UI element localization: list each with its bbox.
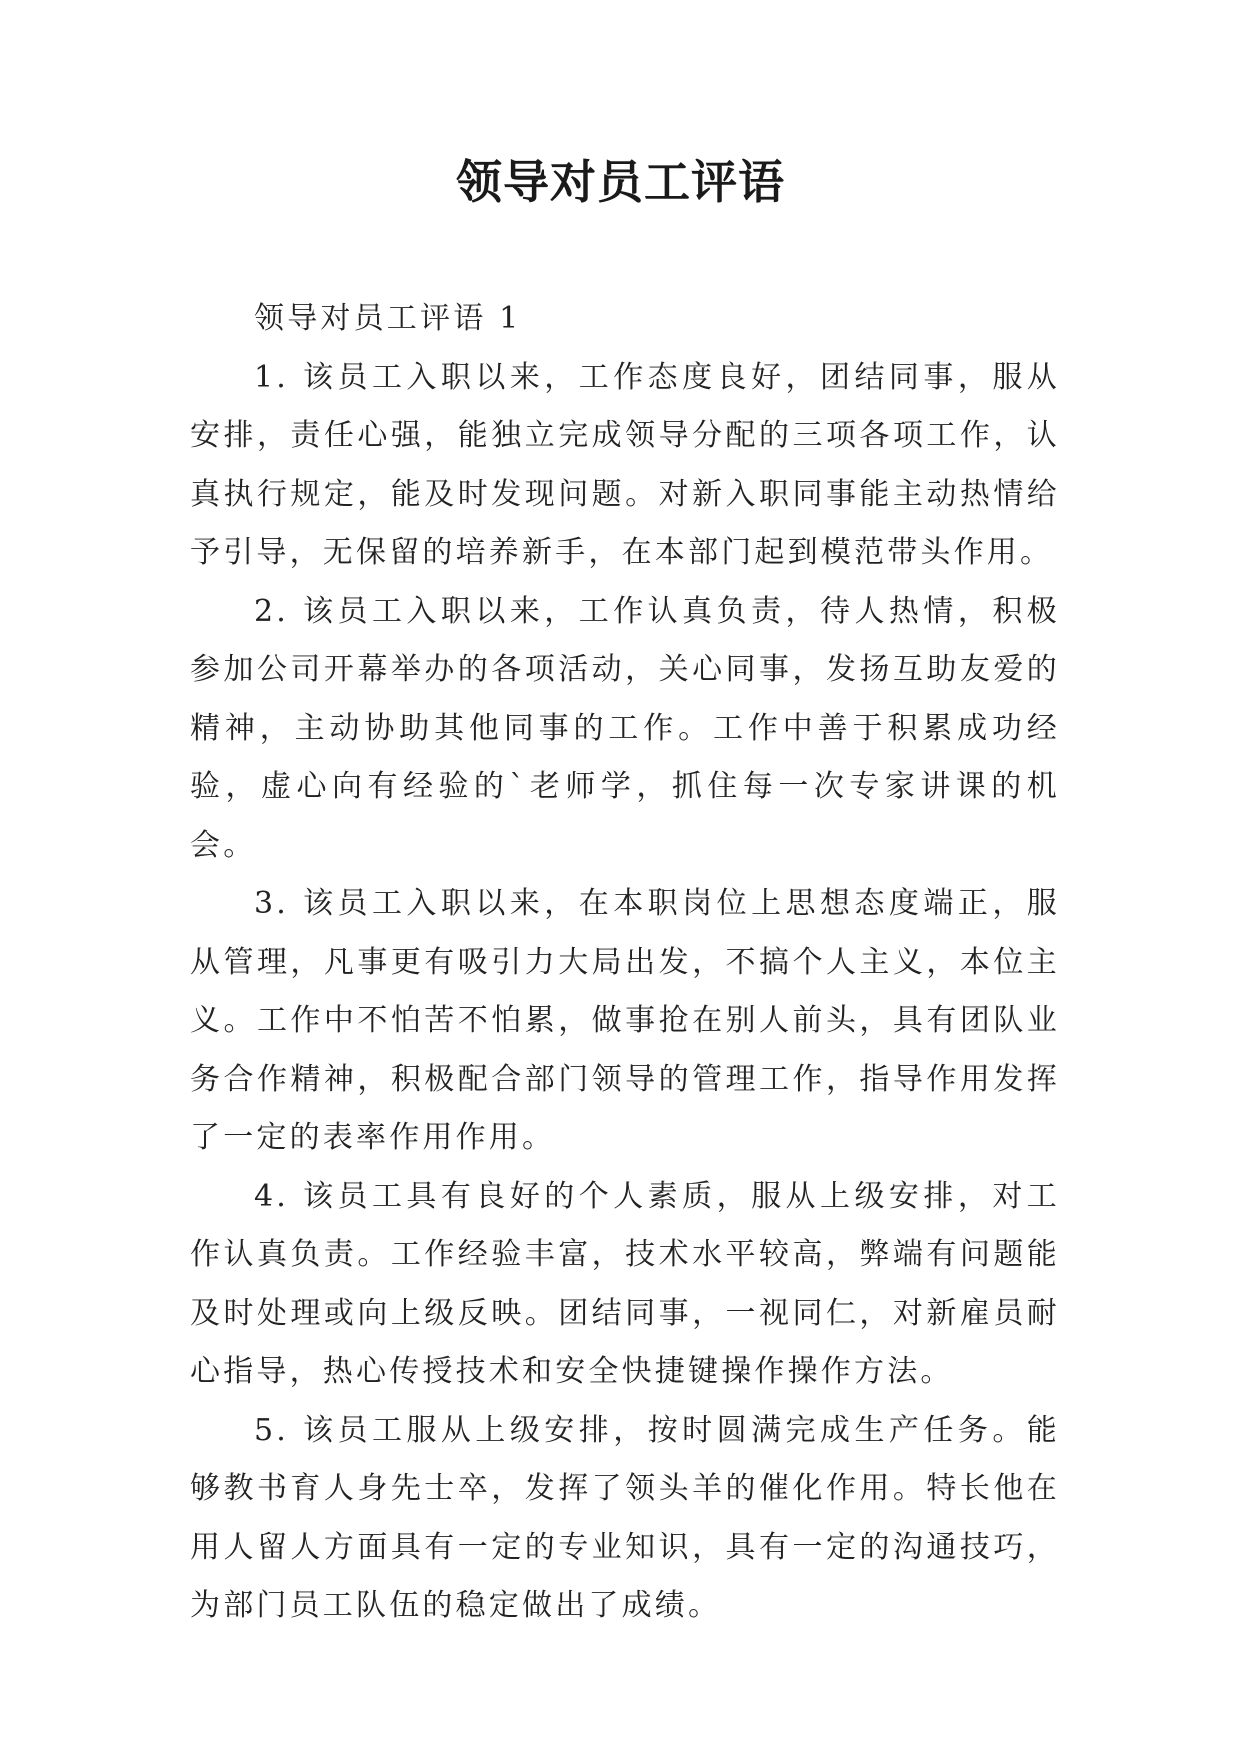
section-heading: 领导对员工评语 1	[254, 301, 522, 336]
document-body	[190, 290, 1060, 1636]
paragraph-5: 5. 该员工服从上级安排，按时圆满完成生产任务。能够教书育人身先士卒，发挥了领头羊的催化作用。特长他在用人留人方面具有一定的专业知识，具有一定的沟通技巧，为部门员工队伍的稳定做出了成绩。	[190, 1412, 1060, 1623]
paragraph-4: 4. 该员工具有良好的个人素质，服从上级安排，对工作认真负责。工作经验丰富，技术水平较高，弊端有问题能及时处理或向上级反映。团结同事，一视同仁，对新雇员耐心指导，热心传授技术和安全快捷键操作操作方法。	[190, 1178, 1060, 1389]
paragraph-2: 2. 该员工入职以来，工作认真负责，待人热情，积极参加公司开幕举办的各项活动，关心同事，发扬互助友爱的精神，主动协助其他同事的工作。工作中善于积累成功经验，虚心向有经验的`老师学，抓住每一次专家讲课的机会。	[190, 593, 1060, 863]
paragraph-3: 3. 该员工入职以来，在本职岗位上思想态度端正，服从管理，凡事更有吸引力大局出发，不搞个人主义，本位主义。工作中不怕苦不怕累，做事抢在别人前头，具有团队业务合作精神，积极配合部门领导的管理工作，指导作用发挥了一定的表率作用作用。	[190, 886, 1060, 1155]
paragraph-1: 1. 该员工入职以来，工作态度良好，团结同事，服从安排，责任心强，能独立完成领导分配的三项各项工作，认真执行规定，能及时发现问题。对新入职同事能主动热情给予引导，无保留的培养新手，在本部门起到模范带头作用。	[190, 359, 1060, 570]
page-title: 领导对员工评语	[456, 155, 785, 209]
